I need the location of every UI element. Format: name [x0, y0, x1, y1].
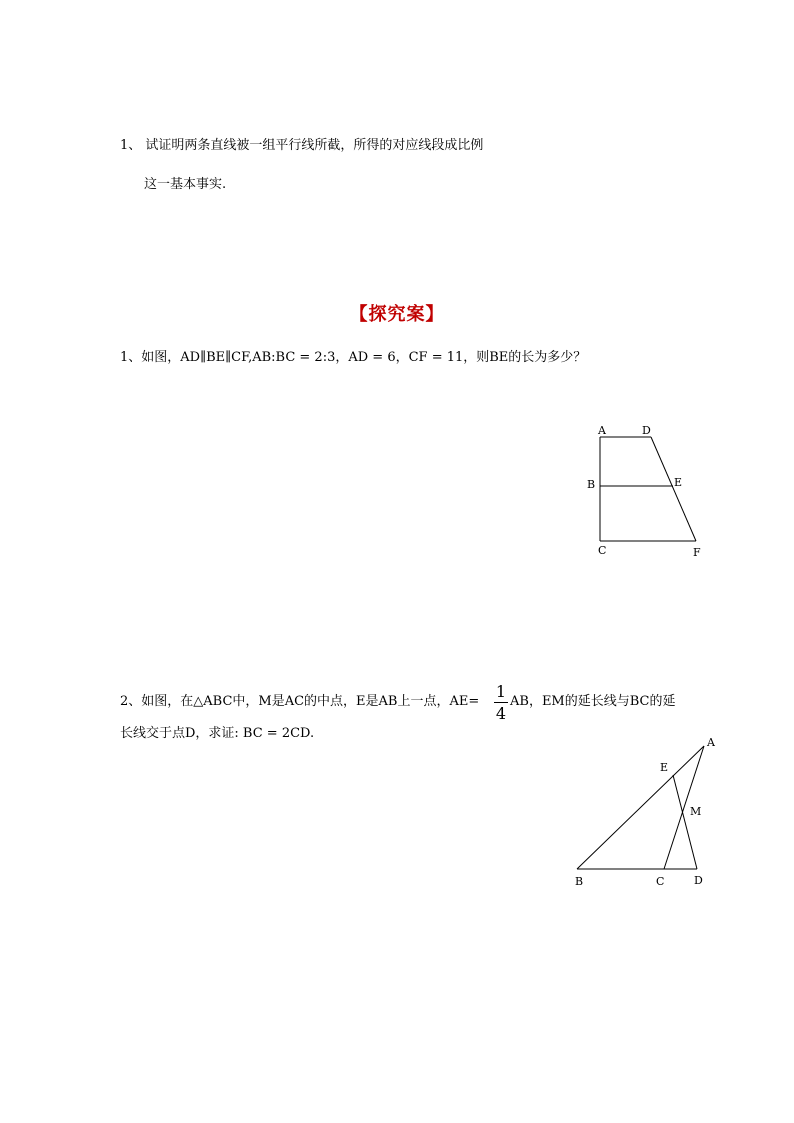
- figure1-parallel-lines: [600, 437, 696, 541]
- segment-DF: [651, 437, 696, 541]
- figure1-labels: [587, 424, 701, 559]
- intro-question-line1: 1、 试证明两条直线被一组平行线所截，所得的对应线段成比例: [120, 138, 484, 153]
- label-A: A: [598, 424, 606, 437]
- section-title: 【探究案】: [349, 304, 445, 325]
- problem1-text: 1、如图，AD∥BE∥CF,AB:BC = 2:3，AD = 6，CF = 11，则BE的长为多少？: [120, 350, 587, 365]
- figure2-triangle: [577, 746, 704, 869]
- label-C: C: [656, 875, 665, 888]
- label-B: B: [587, 478, 596, 491]
- fraction-denominator: 4: [495, 704, 507, 723]
- label-D: D: [642, 424, 651, 437]
- figure2-labels: [575, 736, 716, 888]
- segment-ED: [673, 775, 697, 869]
- problem2-text-part2: AB，EM的延长线与BC的延: [510, 694, 676, 709]
- intro-question-line2: 这一基本事实.: [144, 177, 227, 192]
- segment-BA: [577, 746, 704, 869]
- label-E: E: [660, 761, 669, 774]
- problem2-text-part1: 2、如图，在△ABC中，M是AC的中点，E是AB上一点，AE=: [120, 694, 480, 709]
- problem2-text-line2: 长线交于点D，求证: BC = 2CD.: [120, 726, 315, 741]
- label-A: A: [707, 736, 715, 749]
- fraction-numerator: 1: [495, 682, 507, 701]
- label-B: B: [575, 875, 584, 888]
- label-M: M: [690, 805, 702, 818]
- label-D: D: [694, 874, 703, 887]
- label-F: F: [693, 546, 701, 559]
- label-C: C: [598, 544, 607, 557]
- label-E: E: [674, 476, 683, 489]
